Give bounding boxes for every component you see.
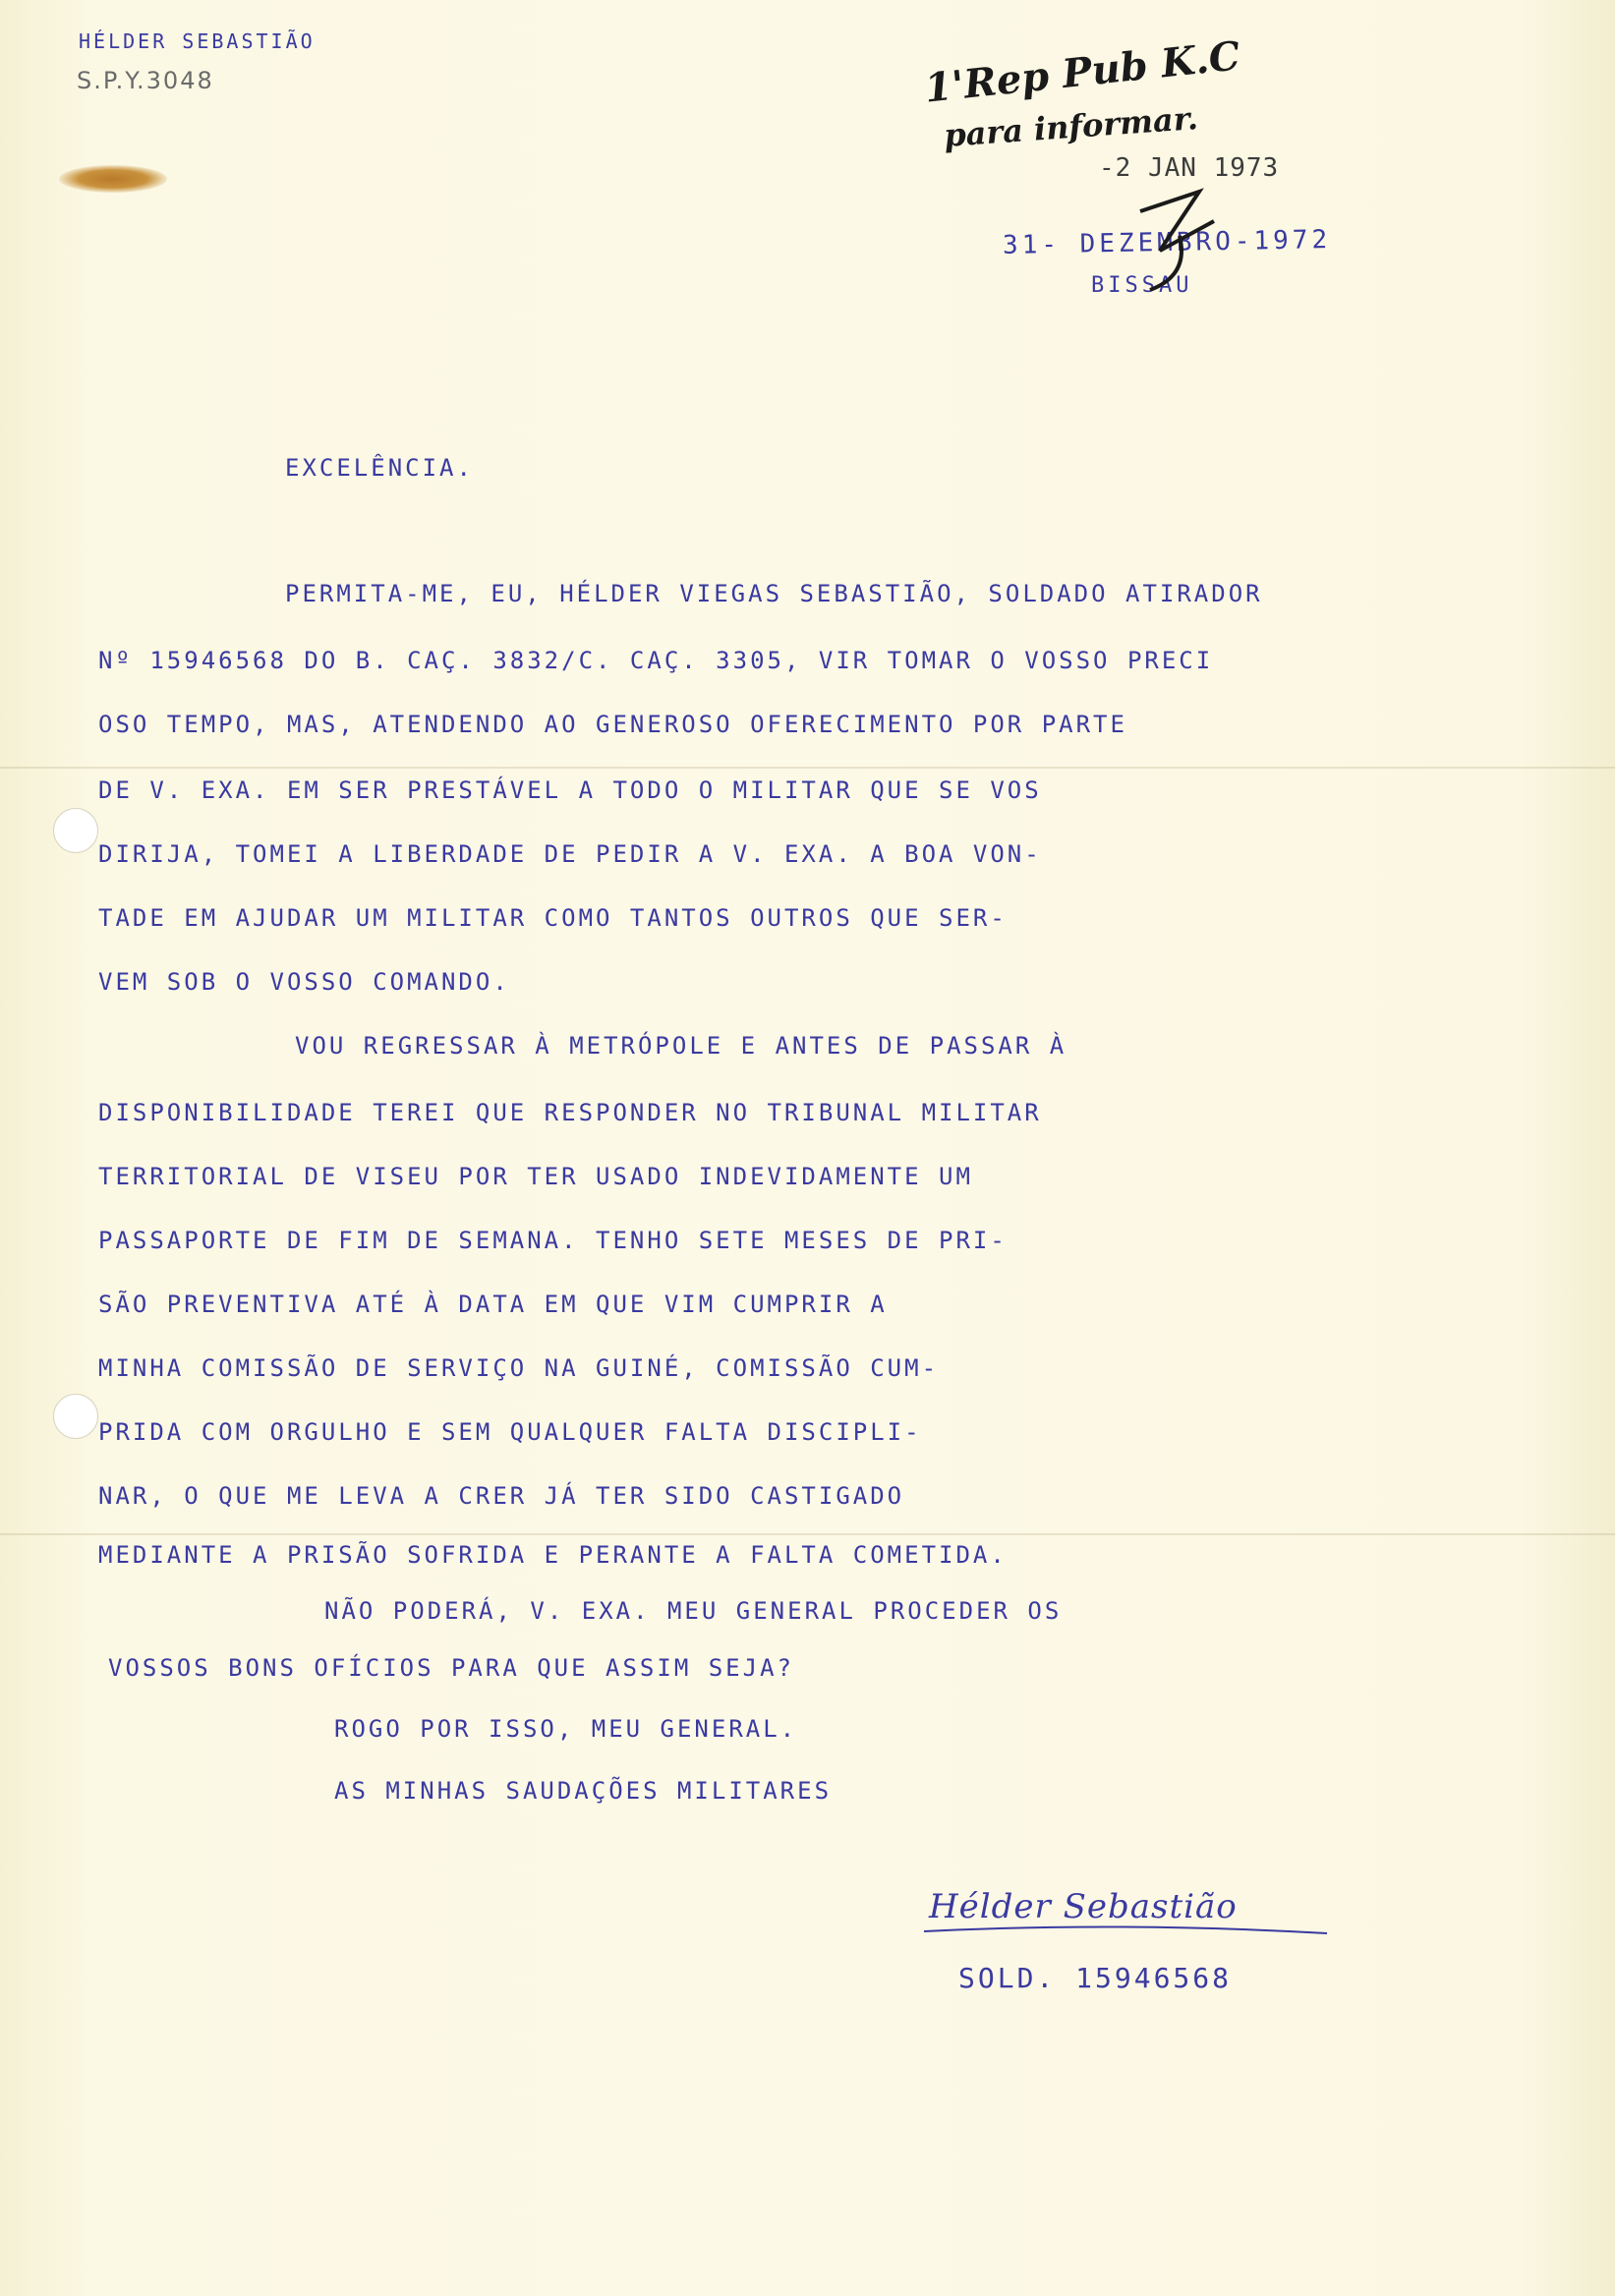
signature-id: SOLD. 15946568 [958, 1962, 1233, 1994]
fold-line [0, 767, 1615, 769]
punch-hole [53, 1394, 98, 1439]
body-line: PASSAPORTE DE FIM DE SEMANA. TENHO SETE MESES DE PRI- [98, 1227, 1008, 1254]
body-line: DE V. EXA. EM SER PRESTÁVEL A TODO O MILITAR QUE SE VOS [98, 776, 1042, 804]
signature-underline [924, 1922, 1337, 1941]
body-line: VOSSOS BONS OFÍCIOS PARA QUE ASSIM SEJA? [108, 1654, 794, 1682]
body-line: MEDIANTE A PRISÃO SOFRIDA E PERANTE A FALTA COMETIDA. [98, 1541, 1008, 1569]
fold-line [0, 1533, 1615, 1535]
sender-reference: S.P.Y.3048 [77, 67, 214, 94]
sender-name: HÉLDER SEBASTIÃO [79, 29, 316, 53]
body-line: AS MINHAS SAUDAÇÕES MILITARES [334, 1777, 833, 1805]
body-line: DISPONIBILIDADE TEREI QUE RESPONDER NO TRIBUNAL MILITAR [98, 1099, 1042, 1126]
signature: Hélder Sebastião [929, 1887, 1238, 1926]
punch-hole [53, 808, 98, 853]
body-line: TADE EM AJUDAR UM MILITAR COMO TANTOS OUTROS QUE SER- [98, 904, 1008, 932]
salutation: EXCELÊNCIA. [285, 454, 474, 482]
received-date-stamp: -2 JAN 1973 [1099, 153, 1280, 183]
letter-place: BISSAU [1091, 273, 1193, 298]
body-line: ROGO POR ISSO, MEU GENERAL. [334, 1715, 798, 1743]
body-line: VOU REGRESSAR À METRÓPOLE E ANTES DE PASSAR À [295, 1032, 1067, 1060]
body-line: TERRITORIAL DE VISEU POR TER USADO INDEVIDAMENTE UM [98, 1163, 973, 1190]
body-line: PERMITA-ME, EU, HÉLDER VIEGAS SEBASTIÃO, SOLDADO ATIRADOR [285, 580, 1263, 607]
body-line: DIRIJA, TOMEI A LIBERDADE DE PEDIR A V. EXA. A BOA VON- [98, 840, 1042, 868]
body-line: NÃO PODERÁ, V. EXA. MEU GENERAL PROCEDER OS [324, 1597, 1063, 1625]
body-line: Nº 15946568 DO B. CAÇ. 3832/C. CAÇ. 3305, VIR TOMAR O VOSSO PRECI [98, 647, 1214, 674]
ink-stain [59, 165, 167, 193]
body-line: VEM SOB O VOSSO COMANDO. [98, 968, 510, 996]
annotation-line-2: para informar. [942, 99, 1199, 154]
initials-mark [1121, 182, 1229, 300]
letter-date: 31- DEZEMBRO-1972 [1002, 225, 1332, 260]
body-line: OSO TEMPO, MAS, ATENDENDO AO GENEROSO OFERECIMENTO POR PARTE [98, 711, 1127, 738]
body-line: PRIDA COM ORGULHO E SEM QUALQUER FALTA DISCIPLI- [98, 1418, 922, 1446]
body-line: NAR, O QUE ME LEVA A CRER JÁ TER SIDO CASTIGADO [98, 1482, 905, 1510]
body-line: SÃO PREVENTIVA ATÉ À DATA EM QUE VIM CUMPRIR A [98, 1291, 888, 1318]
annotation-line-1: 1'Rep Pub K.C [922, 32, 1242, 112]
body-line: MINHA COMISSÃO DE SERVIÇO NA GUINÉ, COMISSÃO CUM- [98, 1354, 940, 1382]
